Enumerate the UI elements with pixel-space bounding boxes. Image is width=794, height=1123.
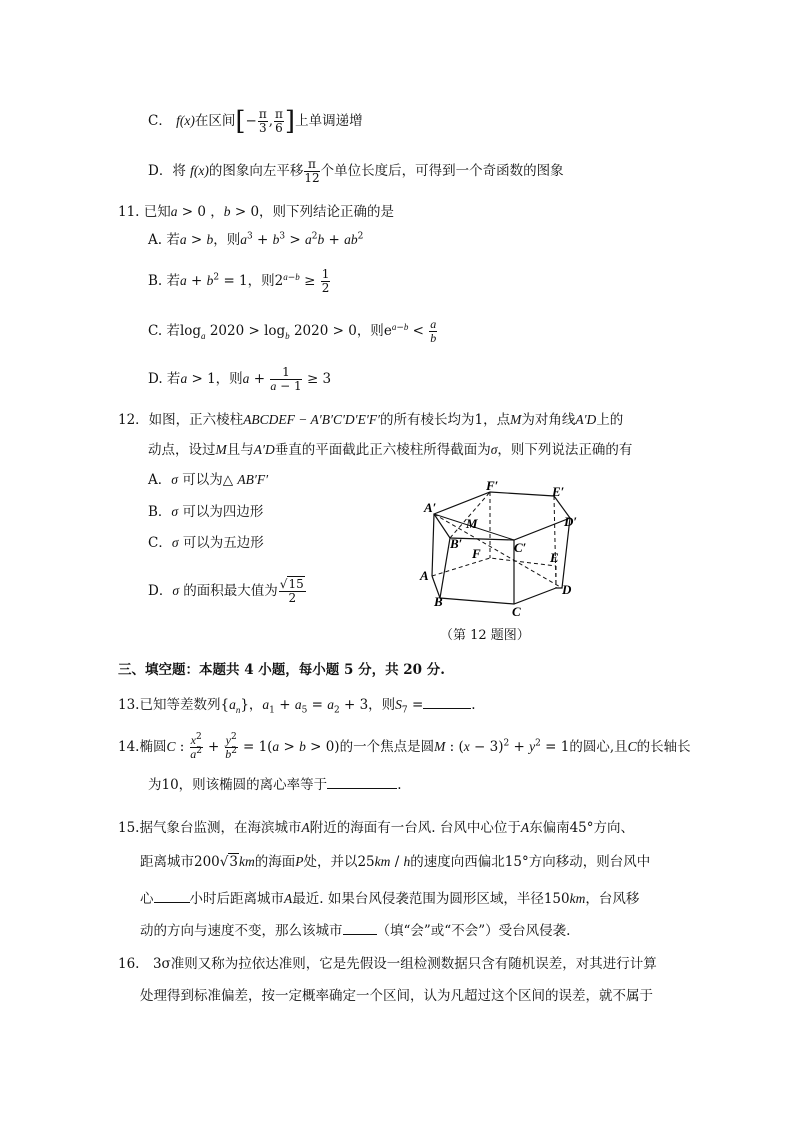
function-expr: f(x) [190, 163, 209, 178]
numerator: π [258, 107, 267, 121]
right-bracket: ] [284, 106, 296, 137]
numerator: π [304, 158, 319, 172]
text: 为对角线 [521, 412, 576, 428]
text: 小时后距离城市 [189, 891, 284, 907]
fraction: $\frac{x^2}{a^2}$ [190, 732, 203, 761]
q14-line1: 14.椭圆C : $\frac{x^2}{a^2}$ + $\frac{y^2}{b^2}$ = 1(a > b > 0)的一个焦点是圆M : $(x - 3)^2 + y^2 = 1$的圆心,且C的长轴长 [118, 732, 691, 761]
label-F: F [472, 546, 481, 561]
text: 动的方向与速度不变，那么该城市 [140, 923, 343, 939]
fraction [258, 108, 268, 135]
q11-option-b: B. 若$a + b^2 = 1$，则$2^{a-b}$ ≥ $\frac{1}{2}$ [148, 267, 330, 295]
q13: 13.已知等差数列$\{a_n\}$，$a_1 + a_5 = a_2 + 3$，则$S_7$ = . [118, 694, 476, 715]
text: D. 若 [148, 371, 181, 387]
function-expr: f(x) [176, 113, 195, 128]
text: 的圆心,且 [569, 739, 628, 755]
text: 可以为 [182, 472, 223, 488]
text: 的面积最大值为 [183, 583, 278, 599]
label-Fp: F′ [486, 478, 499, 493]
text: C. 若 [148, 323, 180, 339]
label-Bp: B′ [450, 536, 463, 551]
label-Ap: A′ [424, 500, 437, 515]
denominator: 3 [258, 121, 267, 135]
q12-option-a: A．σ 可以为△ AB′F′ [148, 472, 269, 488]
q10-option-d [148, 158, 564, 185]
q12-option-c: C．σ 可以为五边形 [148, 535, 264, 551]
text: 最近. 如果台风侵袭范围为圆形区域，半径 [292, 891, 544, 907]
denominator: 12 [304, 171, 320, 185]
text: 东偏南 [529, 820, 570, 836]
text: 方向移动，则台风中 [528, 854, 651, 870]
text: ，则 [247, 273, 275, 289]
answer-blank[interactable] [327, 774, 397, 789]
fraction: $\frac{1}{a - 1}$ [270, 365, 302, 393]
text: 可以为四边形 [182, 504, 264, 520]
prism-figure [410, 478, 590, 618]
q12-stem-line2: 动点，设过M且与A′D垂直的平面截此正六棱柱所得截面为σ，则下列说法正确的有 [148, 442, 633, 458]
text: 14.椭圆 [118, 739, 167, 755]
q15-line2: 距离城市200√3km的海面P处，并以25km / h的速度向西偏北15°方向移动，则台风中 [140, 854, 651, 870]
section-heading: 三、填空题：本题共 4 小题，每小题 5 分，共 20 分. [118, 662, 445, 678]
text: 垂直的平面截此正六棱柱所得截面为 [274, 442, 491, 458]
label-E: E [550, 550, 559, 565]
label-D: D [562, 582, 572, 597]
text: 上的 [596, 412, 624, 428]
text: 可以为五边形 [182, 535, 264, 551]
prism-name: ABCDEF − A′B′C′D′E′F′ [243, 412, 381, 427]
answer-blank[interactable] [154, 888, 190, 903]
q11-stem: 11. 已知a > 0 ，b > 0，则下列结论正确的是 [118, 204, 395, 220]
fraction: $\frac{1}{2}$ [321, 267, 330, 295]
radicand: 15 [288, 577, 304, 591]
text: 动点，设过 [148, 442, 216, 458]
fraction [304, 158, 319, 185]
text: 且与 [226, 442, 254, 458]
q16-line1: 16. 3σ准则又称为拉依达准则，它是先假设一组检测数据只含有随机误差，对其进行计算 [118, 956, 657, 972]
option-letter: C． [148, 113, 172, 129]
fraction: $\frac{y^2}{b^2}$ [225, 732, 237, 761]
text: A. 若 [148, 232, 180, 248]
text: 的速度向西偏北 [410, 854, 505, 870]
fraction: $\frac{a}{b}$ [430, 317, 437, 345]
q11-option-d: D. 若a > 1，则a + $\frac{1}{a - 1}$ ≥ 3 [148, 365, 332, 393]
q15-line1: 15.据气象台监测，在海滨城市A附近的海面有一台风. 台风中心位于A东偏南45°方向、 [118, 820, 635, 836]
answer-blank[interactable] [343, 920, 377, 935]
text: 11. 已知 [118, 204, 171, 220]
label-B: B [434, 594, 443, 609]
label-C: C [512, 604, 521, 618]
text: ，台风移 [585, 891, 640, 907]
text: ，则下列结论正确的是 [259, 204, 395, 220]
text: （填“会”或“不会”）受台风侵袭. [376, 923, 571, 939]
text: ， [248, 697, 263, 713]
answer-blank[interactable] [423, 694, 471, 709]
text: 在区间 [194, 113, 236, 129]
label-Dp: D′ [564, 514, 578, 529]
text: 个单位长度后，可得到一个奇函数的图象 [320, 163, 564, 179]
text: ，则 [356, 323, 384, 339]
denominator: 6 [275, 121, 283, 135]
text: 15.据气象台监测，在海滨城市 [118, 820, 302, 836]
label-Cp: C′ [514, 540, 527, 555]
text: ，则下列说法正确的有 [497, 442, 633, 458]
text: 的长轴长 [636, 739, 691, 755]
label-M: M [466, 516, 478, 531]
text: 13.已知等差数列 [118, 697, 221, 713]
text: 距离城市 [140, 854, 194, 870]
text: 心 [140, 891, 154, 907]
text: 的一个焦点是圆 [339, 739, 435, 755]
q14-line2: 为10，则该椭圆的离心率等于 . [148, 774, 401, 795]
fraction [274, 108, 284, 135]
triangle-name: AB′F′ [237, 472, 269, 487]
text: ，则 [213, 232, 241, 248]
text: 上单调递增 [295, 113, 363, 129]
figure-caption: （第 12 题图） [440, 628, 530, 643]
text: ，则 [368, 697, 396, 713]
fraction: $\frac{√15}{2}$ [279, 577, 304, 605]
text: 方向、 [593, 820, 635, 836]
label-A: A [420, 568, 429, 583]
q11-option-c: C. 若$\log_a 2020 > \log_b 2020 > 0$，则$e^{a-b}$ < $\frac{a}{b}$ [148, 317, 437, 345]
text: 附近的海面有一台风. 台风中心位于 [309, 820, 521, 836]
text: 的海面 [254, 854, 296, 870]
q16-line2: 处理得到标准偏差，按一定概率确定一个区间，认为凡超过这个区间的误差，就不属于 [140, 988, 653, 1004]
text: 12．如图，正六棱柱 [118, 412, 244, 428]
text: 的图象向左平移 [208, 163, 304, 179]
denominator: 2 [288, 591, 297, 605]
q12-option-b: B．σ 可以为四边形 [148, 504, 264, 520]
q15-line4 [140, 920, 570, 941]
text: ，点 [483, 412, 511, 428]
q15-line3: 心 小时后距离城市A最近. 如果台风侵袭范围为圆形区域，半径150km，台风移 [140, 888, 639, 909]
q12-option-d: D．σ 的面积最大值为 $\frac{√15}{2}$ [148, 577, 304, 605]
text: ，则 [215, 371, 243, 387]
numerator: π [275, 107, 283, 121]
q12-stem-line1: 12．如图，正六棱柱ABCDEF − A′B′C′D′E′F′的所有棱长均为1，点M为对角线A′D上的 [118, 412, 624, 428]
label-Ep: E′ [552, 484, 565, 499]
option-letter: D．将 [148, 163, 186, 179]
left-bracket: [ [235, 106, 246, 137]
text: 处，并以 [303, 854, 358, 870]
q10-option-c: C． f(x)在区间[− $\frac{\pi}{3}$ , $\frac{\pi}{6}$ ]上单调递增 [148, 106, 363, 137]
text: B. 若 [148, 273, 181, 289]
text: 的所有棱长均为 [380, 412, 475, 428]
q11-option-a: A. 若a > b，则$a^3 + b^3 > a^2b + ab^2$ [148, 231, 364, 248]
text: 为10，则该椭圆的离心率等于 [148, 777, 328, 793]
